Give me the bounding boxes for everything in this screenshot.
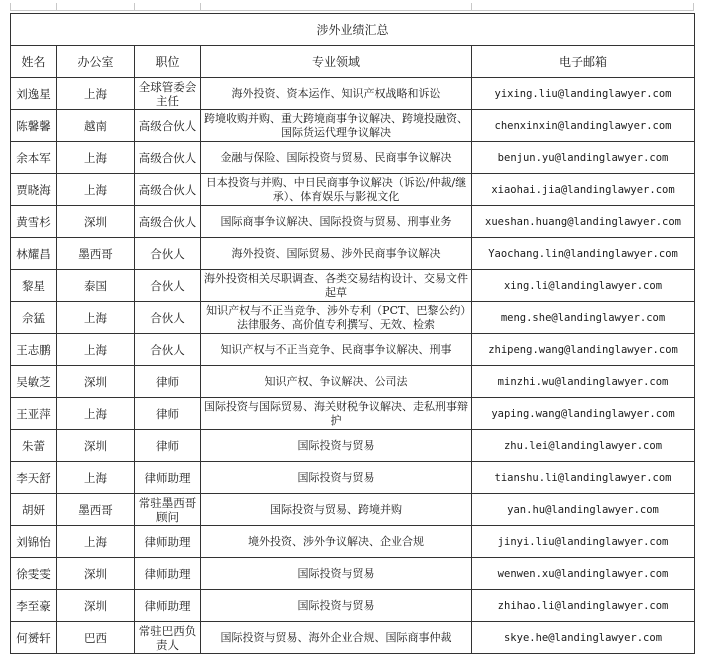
cell-name: 胡妍 <box>11 494 57 526</box>
cell-name: 刘锦怡 <box>11 526 57 558</box>
cell-area: 海外投资、国际贸易、涉外民商事争议解决 <box>201 238 472 270</box>
cell-office: 深圳 <box>57 590 135 622</box>
cell-area: 日本投资与并购、中日民商事争议解决（诉讼/仲裁/继承）、体育娱乐与影视文化 <box>201 174 472 206</box>
cell-position: 全球管委会主任 <box>135 78 201 110</box>
cell-area: 国际投资与国际贸易、海关财税争议解决、走私刑事辩护 <box>201 398 472 430</box>
cell-area: 国际商事争议解决、国际投资与贸易、刑事业务 <box>201 206 472 238</box>
cell-area: 海外投资相关尽职调查、各类交易结构设计、交易文件起草 <box>201 270 472 302</box>
cell-office: 上海 <box>57 398 135 430</box>
cell-email: minzhi.wu@landinglawyer.com <box>472 366 695 398</box>
cell-area: 知识产权、争议解决、公司法 <box>201 366 472 398</box>
cell-name: 余本军 <box>11 142 57 174</box>
cell-position: 合伙人 <box>135 302 201 334</box>
table-row <box>11 334 695 366</box>
cell-office: 深圳 <box>57 206 135 238</box>
header-office: 办公室 <box>57 46 135 78</box>
cell-office: 泰国 <box>57 270 135 302</box>
cell-area: 知识产权与不正当竞争、民商事争议解决、刑事 <box>201 334 472 366</box>
cell-email: zhu.lei@landinglawyer.com <box>472 430 695 462</box>
cell-office: 上海 <box>57 526 135 558</box>
table-row <box>11 526 695 558</box>
table-title: 涉外业绩汇总 <box>11 14 695 46</box>
table-row <box>11 270 695 302</box>
cell-name: 李天舒 <box>11 462 57 494</box>
header-name: 姓名 <box>11 46 57 78</box>
grid-tick <box>10 3 11 11</box>
cell-email: wenwen.xu@landinglawyer.com <box>472 558 695 590</box>
cell-name: 王亚萍 <box>11 398 57 430</box>
table-row <box>11 238 695 270</box>
cell-area: 国际投资与贸易、海外企业合规、国际商事仲裁 <box>201 622 472 654</box>
cell-area: 国际投资与贸易 <box>201 430 472 462</box>
cell-email: zhihao.li@landinglawyer.com <box>472 590 695 622</box>
cell-area: 国际投资与贸易、跨境并购 <box>201 494 472 526</box>
cell-position: 高级合伙人 <box>135 110 201 142</box>
cell-area: 国际投资与贸易 <box>201 590 472 622</box>
header-email: 电子邮箱 <box>472 46 695 78</box>
cell-name: 黄雪杉 <box>11 206 57 238</box>
header-area: 专业领域 <box>201 46 472 78</box>
cell-position: 律师助理 <box>135 558 201 590</box>
cell-position: 高级合伙人 <box>135 206 201 238</box>
table-row <box>11 206 695 238</box>
cell-email: xueshan.huang@landinglawyer.com <box>472 206 695 238</box>
cell-email: skye.he@landinglawyer.com <box>472 622 695 654</box>
table-row <box>11 110 695 142</box>
table-row <box>11 366 695 398</box>
cell-office: 深圳 <box>57 558 135 590</box>
cell-name: 黎星 <box>11 270 57 302</box>
cell-email: xing.li@landinglawyer.com <box>472 270 695 302</box>
cell-office: 上海 <box>57 174 135 206</box>
cell-email: yaping.wang@landinglawyer.com <box>472 398 695 430</box>
cell-area: 国际投资与贸易 <box>201 462 472 494</box>
cell-position: 常驻墨西哥顾问 <box>135 494 201 526</box>
cell-office: 上海 <box>57 78 135 110</box>
cell-name: 陈馨馨 <box>11 110 57 142</box>
grid-tick <box>471 3 472 11</box>
cell-email: yixing.liu@landinglawyer.com <box>472 78 695 110</box>
cell-position: 合伙人 <box>135 334 201 366</box>
table-row <box>11 590 695 622</box>
table-row <box>11 302 695 334</box>
cell-email: chenxinxin@landinglawyer.com <box>472 110 695 142</box>
overseas-performance-table <box>10 13 695 654</box>
table-row <box>11 462 695 494</box>
table-row <box>11 558 695 590</box>
cell-name: 朱蕾 <box>11 430 57 462</box>
cell-area: 海外投资、资本运作、知识产权战略和诉讼 <box>201 78 472 110</box>
table-row <box>11 430 695 462</box>
table-title-row <box>11 14 695 46</box>
cell-office: 越南 <box>57 110 135 142</box>
cell-email: xiaohai.jia@landinglawyer.com <box>472 174 695 206</box>
cell-area: 跨境收购并购、重大跨境商事争议解决、跨境投融资、国际货运代理争议解决 <box>201 110 472 142</box>
cell-office: 上海 <box>57 142 135 174</box>
table-header-row <box>11 46 695 78</box>
cell-name: 林耀昌 <box>11 238 57 270</box>
cell-position: 高级合伙人 <box>135 142 201 174</box>
cell-position: 律师助理 <box>135 462 201 494</box>
cell-position: 高级合伙人 <box>135 174 201 206</box>
cell-area: 国际投资与贸易 <box>201 558 472 590</box>
table-row <box>11 622 695 654</box>
cell-name: 吴敏芝 <box>11 366 57 398</box>
table-row <box>11 142 695 174</box>
cell-name: 贾晓海 <box>11 174 57 206</box>
table-body <box>11 78 695 654</box>
top-grid-line <box>10 10 694 11</box>
cell-office: 墨西哥 <box>57 238 135 270</box>
cell-position: 律师 <box>135 398 201 430</box>
table-row <box>11 174 695 206</box>
cell-name: 何赟轩 <box>11 622 57 654</box>
grid-tick <box>200 3 201 11</box>
cell-position: 常驻巴西负责人 <box>135 622 201 654</box>
cell-email: benjun.yu@landinglawyer.com <box>472 142 695 174</box>
cell-area: 境外投资、涉外争议解决、企业合规 <box>201 526 472 558</box>
cell-position: 律师助理 <box>135 590 201 622</box>
cell-name: 刘逸星 <box>11 78 57 110</box>
cell-position: 律师助理 <box>135 526 201 558</box>
table-row <box>11 78 695 110</box>
cell-area: 金融与保险、国际投资与贸易、民商事争议解决 <box>201 142 472 174</box>
cell-name: 李至豪 <box>11 590 57 622</box>
cell-email: tianshu.li@landinglawyer.com <box>472 462 695 494</box>
cell-email: jinyi.liu@landinglawyer.com <box>472 526 695 558</box>
cell-office: 墨西哥 <box>57 494 135 526</box>
cell-office: 上海 <box>57 334 135 366</box>
cell-office: 上海 <box>57 302 135 334</box>
cell-email: yan.hu@landinglawyer.com <box>472 494 695 526</box>
cell-name: 佘猛 <box>11 302 57 334</box>
header-position: 职位 <box>135 46 201 78</box>
cell-area: 知识产权与不正当竞争、涉外专利（PCT、巴黎公约）法律服务、高价值专利撰写、无效、检索 <box>201 302 472 334</box>
cell-position: 律师 <box>135 430 201 462</box>
cell-email: zhipeng.wang@landinglawyer.com <box>472 334 695 366</box>
cell-position: 律师 <box>135 366 201 398</box>
cell-office: 巴西 <box>57 622 135 654</box>
table-row <box>11 398 695 430</box>
cell-office: 上海 <box>57 462 135 494</box>
table-row <box>11 494 695 526</box>
cell-office: 深圳 <box>57 430 135 462</box>
cell-email: Yaochang.lin@landinglawyer.com <box>472 238 695 270</box>
cell-position: 合伙人 <box>135 238 201 270</box>
cell-name: 徐雯雯 <box>11 558 57 590</box>
grid-tick <box>134 3 135 11</box>
cell-email: meng.she@landinglawyer.com <box>472 302 695 334</box>
cell-office: 深圳 <box>57 366 135 398</box>
cell-name: 王志鹏 <box>11 334 57 366</box>
grid-tick <box>56 3 57 11</box>
grid-tick <box>693 3 694 11</box>
cell-position: 合伙人 <box>135 270 201 302</box>
